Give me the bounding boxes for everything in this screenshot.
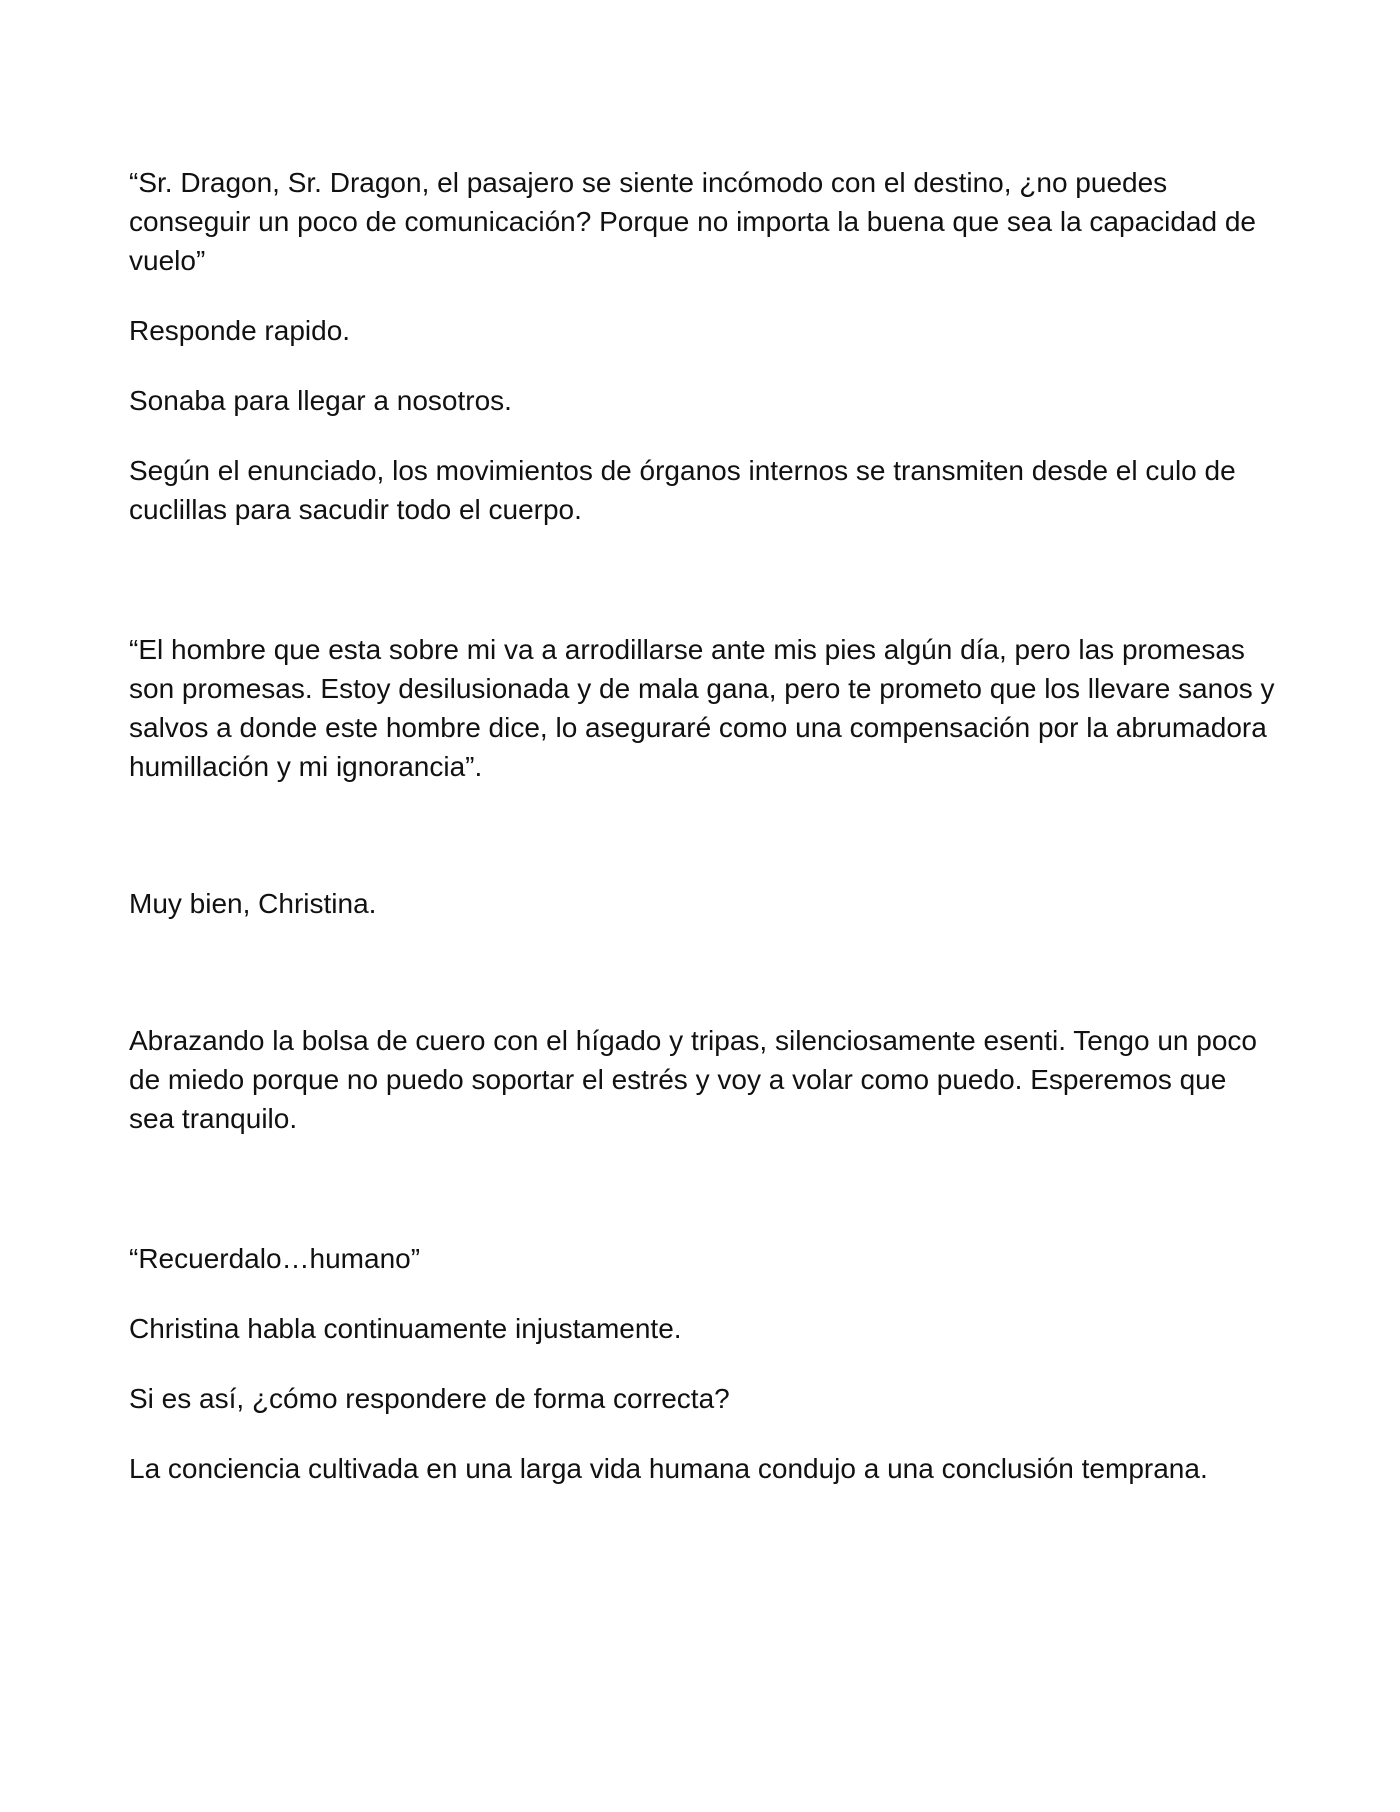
paragraph-sonaba: Sonaba para llegar a nosotros. xyxy=(129,385,512,416)
paragraph-segun: Según el enunciado, los movimientos de órganos internos se transmiten desde el culo de cuclillas para sacudir todo el cuerpo. xyxy=(129,455,1236,525)
paragraph-christina-habla: Christina habla continuamente injustamente. xyxy=(129,1313,682,1344)
paragraph-si-es-asi: Si es así, ¿cómo respondere de forma correcta? xyxy=(129,1383,730,1414)
document-body xyxy=(129,163,1279,1488)
paragraph-dragon-request: “Sr. Dragon, Sr. Dragon, el pasajero se siente incómodo con el destino, ¿no puedes conseguir un poco de comunicación? Porque no importa la buena que sea la capacidad de vuelo” xyxy=(129,167,1256,276)
paragraph-promise: “El hombre que esta sobre mi va a arrodillarse ante mis pies algún día, pero las promesas son promesas. Estoy desilusionada y de mala gana, pero te prometo que los llevare sanos y salvos a donde este hombre dice, lo aseguraré como una compensación por la abrumadora humillación y mi ignorancia”. xyxy=(129,634,1275,782)
paragraph-conclusion: La conciencia cultivada en una larga vida humana condujo a una conclusión temprana. xyxy=(129,1453,1208,1484)
paragraph-responde: Responde rapido. xyxy=(129,315,351,346)
paragraph-muy-bien: Muy bien, Christina. xyxy=(129,888,377,919)
paragraph-abrazando: Abrazando la bolsa de cuero con el hígado y tripas, silenciosamente esenti. Tengo un poco de miedo porque no puedo soportar el estrés y voy a volar como puedo. Esperemos que sea tranquilo. xyxy=(129,1025,1257,1134)
paragraph-recuerdalo: “Recuerdalo…humano” xyxy=(129,1243,421,1274)
